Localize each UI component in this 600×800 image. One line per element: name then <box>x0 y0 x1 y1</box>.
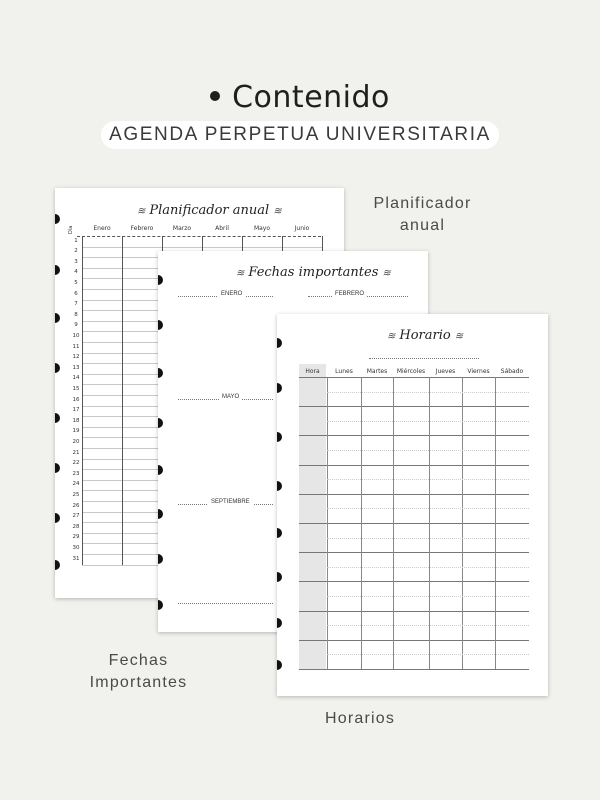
punch-hole <box>55 214 60 224</box>
punch-hole <box>158 509 163 519</box>
day-number: 14 <box>72 375 80 382</box>
schedule-half-hour-line <box>327 421 529 422</box>
grid-column-line <box>122 236 123 565</box>
schedule-half-hour-line <box>327 508 529 509</box>
page-title-text: Contenido <box>232 80 390 115</box>
important-dates-title-text: Fechas importantes <box>248 265 379 280</box>
month-label-septiembre: SEPTIEMBRE <box>208 499 253 505</box>
header-divider <box>77 232 321 237</box>
day-number: 15 <box>72 385 80 392</box>
squiggle-icon: ≋ <box>236 268 245 279</box>
day-number: 12 <box>72 354 80 361</box>
day-number: 20 <box>72 438 80 445</box>
subtitle-wrap <box>0 121 600 149</box>
squiggle-icon: ≋ <box>382 268 391 279</box>
schedule-row-line <box>299 669 529 670</box>
schedule-title <box>383 328 467 343</box>
punch-hole <box>55 513 60 523</box>
punch-hole <box>55 463 60 473</box>
punch-hole <box>55 413 60 423</box>
schedule-half-hour-line <box>327 392 529 393</box>
col-header-sabado: Sábado <box>500 368 524 375</box>
month-label-enero: ENERO <box>218 291 245 297</box>
day-number: 8 <box>74 311 78 318</box>
punch-hole <box>158 418 163 428</box>
punch-hole <box>55 560 60 570</box>
day-number: 10 <box>72 332 80 339</box>
month-header-mayo: Mayo <box>253 225 271 232</box>
caption-dates-line2: Importantes <box>89 674 188 691</box>
schedule-half-hour-line <box>327 654 529 655</box>
punch-hole <box>277 528 282 538</box>
day-number: 29 <box>72 534 80 541</box>
col-header-hora: Hora <box>305 368 320 375</box>
day-number: 16 <box>72 396 80 403</box>
squiggle-icon: ≋ <box>137 206 146 217</box>
dotted-line <box>178 603 273 604</box>
col-header-lunes: Lunes <box>335 368 353 375</box>
day-number: 30 <box>72 544 80 551</box>
day-number: 18 <box>72 417 80 424</box>
grid-column-line <box>82 236 83 565</box>
punch-hole <box>158 275 163 285</box>
schedule-half-hour-line <box>327 567 529 568</box>
day-number: 24 <box>72 481 80 488</box>
punch-hole <box>158 465 163 475</box>
month-header-enero: Enero <box>93 225 111 232</box>
day-number: 28 <box>72 523 80 530</box>
header-title-wrap <box>0 80 600 115</box>
bullet-icon <box>210 91 220 101</box>
punch-hole <box>277 432 282 442</box>
subtitle-pill: AGENDA PERPETUA UNIVERSITARIA <box>101 121 499 149</box>
punch-hole <box>277 383 282 393</box>
caption-schedule: Horarios <box>324 710 396 727</box>
punch-hole <box>158 600 163 610</box>
caption-annual <box>350 193 495 237</box>
punch-hole <box>277 338 282 348</box>
punch-hole <box>158 368 163 378</box>
punch-hole <box>55 265 60 275</box>
month-header-marzo: Marzo <box>172 225 192 232</box>
day-number: 21 <box>72 449 80 456</box>
day-number: 9 <box>74 322 78 329</box>
caption-annual-line1: Planificador <box>373 195 472 212</box>
caption-annual-line2: anual <box>399 217 446 234</box>
squiggle-icon: ≋ <box>454 331 464 342</box>
schedule-half-hour-line <box>327 538 529 539</box>
month-label-febrero: FEBRERO <box>332 291 367 297</box>
punch-hole <box>55 363 60 373</box>
col-header-viernes: Viernes <box>467 368 490 375</box>
col-header-jueves: Jueves <box>435 368 456 375</box>
day-number: 25 <box>72 491 80 498</box>
day-number: 4 <box>74 269 78 276</box>
day-number: 6 <box>74 290 78 297</box>
page-title <box>210 80 390 115</box>
month-label-mayo: MAYO <box>219 394 242 400</box>
important-dates-title <box>232 265 395 280</box>
day-number: 5 <box>74 279 78 286</box>
punch-hole <box>277 572 282 582</box>
col-header-miercoles: Miércoles <box>396 368 426 375</box>
day-number: 3 <box>74 258 78 265</box>
month-header-febrero: Febrero <box>130 225 154 232</box>
day-number: 31 <box>72 555 80 562</box>
day-number: 1 <box>74 237 78 244</box>
schedule-title-text: Horario <box>399 328 451 343</box>
schedule-half-hour-line <box>327 625 529 626</box>
squiggle-icon: ≋ <box>273 206 282 217</box>
day-number: 19 <box>72 428 80 435</box>
schedule-half-hour-line <box>327 596 529 597</box>
col-header-martes: Martes <box>366 368 388 375</box>
day-number: 17 <box>72 407 80 414</box>
annual-planner-title-text: Planificador anual <box>149 203 270 218</box>
punch-hole <box>277 660 282 670</box>
punch-hole <box>55 313 60 323</box>
annual-planner-title <box>133 203 286 218</box>
day-number: 26 <box>72 502 80 509</box>
squiggle-icon: ≋ <box>387 331 396 342</box>
punch-hole <box>158 320 163 330</box>
day-number: 23 <box>72 470 80 477</box>
day-number: 2 <box>74 248 78 255</box>
punch-hole <box>158 554 163 564</box>
day-number: 7 <box>74 301 78 308</box>
day-number: 22 <box>72 460 80 467</box>
day-number: 13 <box>72 364 80 371</box>
day-number: 27 <box>72 513 80 520</box>
schedule-page <box>277 314 548 696</box>
month-header-abril: Abril <box>215 225 229 232</box>
hour-column-shade <box>299 364 326 670</box>
day-number: 11 <box>72 343 80 350</box>
day-label: Día <box>68 225 74 234</box>
schedule-half-hour-line <box>327 479 529 480</box>
caption-dates <box>66 650 211 694</box>
caption-dates-line1: Fechas <box>108 652 169 669</box>
month-header-junio: Junio <box>294 225 310 232</box>
punch-hole <box>277 481 282 491</box>
schedule-half-hour-line <box>327 450 529 451</box>
punch-hole <box>277 618 282 628</box>
dotted-line <box>369 358 479 359</box>
